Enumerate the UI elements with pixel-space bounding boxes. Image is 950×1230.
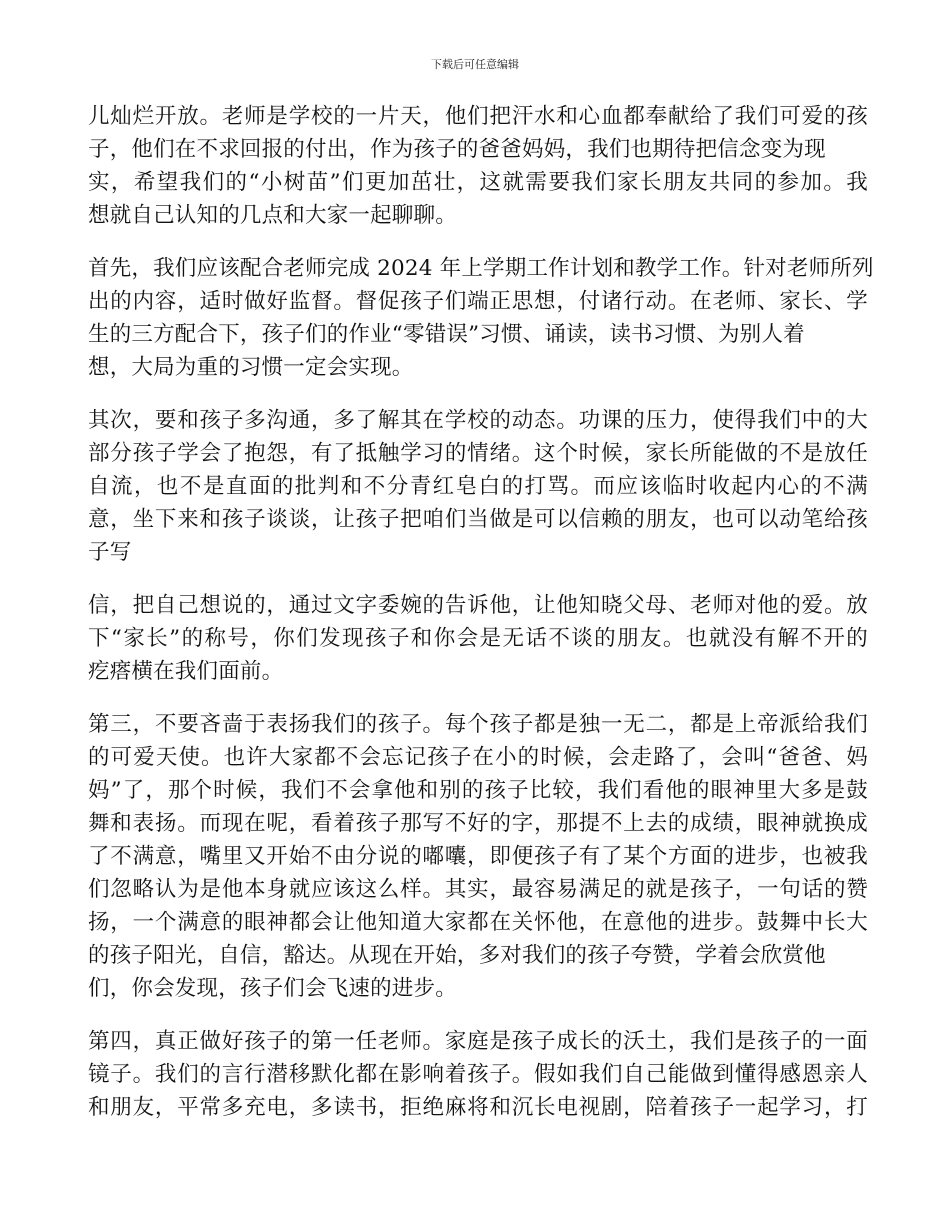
text-line: 们，你会发现，孩子们会飞速的进步。	[88, 976, 457, 1001]
page-header: 下载后可任意编辑	[431, 58, 519, 71]
text-line: 部分孩子学会了抱怨，有了抵触学习的情绪。这个时候，家长所能做的不是放任	[88, 441, 868, 466]
document-body	[88, 100, 874, 1144]
text-line: 子写	[88, 540, 132, 565]
text-line: 首先，我们应该配合老师完成 2024 年上学期工作计划和教学工作。针对老师所列	[88, 256, 874, 281]
text-line: 扬，一个满意的眼神都会让他知道大家都在关怀他，在意他的进步。鼓舞中长大	[88, 910, 868, 935]
text-line: 的可爱天使。也许大家都不会忘记孩子在小的时候，会走路了，会叫“爸爸、妈	[88, 745, 868, 770]
text-line: 镜子。我们的言行潜移默化都在影响着孩子。假如我们自己能做到懂得感恩亲人	[88, 1062, 868, 1087]
text-line: 子，他们在不求回报的付出，作为孩子的爸爸妈妈，我们也期待把信念变为现	[88, 137, 826, 162]
text-line: 妈”了，那个时候，我们不会拿他和别的孩子比较，我们看他的眼神里大多是鼓	[88, 778, 868, 803]
paragraph	[88, 1025, 868, 1124]
text-line: 儿灿烂开放。老师是学校的一片天，他们把汗水和心血都奉献给了我们可爱的孩	[88, 104, 868, 129]
text-line: 意，坐下来和孩子谈谈，让孩子把咱们当做是可以信赖的朋友，也可以动笔给孩	[88, 507, 868, 532]
text-line: 实，希望我们的“小树苗”们更加茁壮，这就需要我们家长朋友共同的参加。我	[88, 170, 868, 195]
text-line: 信，把自己想说的，通过文字委婉的告诉他，让他知晓父母、老师对他的爱。放	[88, 593, 868, 618]
text-line: 第三，不要吝啬于表扬我们的孩子。每个孩子都是独一无二，都是上帝派给我们	[88, 712, 868, 737]
text-line: 们忽略认为是他本身就应该这么样。其实，最容易满足的就是孩子，一句话的赞	[88, 877, 868, 902]
text-line: 下“家长”的称号，你们发现孩子和你会是无话不谈的朋友。也就没有解不开的	[88, 626, 868, 651]
text-line: 想，大局为重的习惯一定会实现。	[88, 355, 414, 380]
paragraph	[88, 708, 868, 1005]
text-line: 生的三方配合下，孩子们的作业“零错误”习惯、诵读，读书习惯、为别人着	[88, 322, 805, 347]
text-line: 第四，真正做好孩子的第一任老师。家庭是孩子成长的沃土，我们是孩子的一面	[88, 1029, 868, 1054]
paragraph	[88, 100, 868, 232]
paragraph	[88, 404, 868, 569]
text-line: 其次，要和孩子多沟通，多了解其在学校的动态。功课的压力，使得我们中的大	[88, 408, 868, 433]
text-line: 和朋友，平常多充电，多读书，拒绝麻将和沉长电视剧，陪着孩子一起学习，打	[88, 1095, 868, 1120]
text-line: 想就自己认知的几点和大家一起聊聊。	[88, 203, 457, 228]
text-line: 出的内容，适时做好监督。督促孩子们端正思想，付诸行动。在老师、家长、学	[88, 289, 868, 314]
text-line: 自流，也不是直面的批判和不分青红皂白的打骂。而应该临时收起内心的不满	[88, 474, 868, 499]
text-line: 舞和表扬。而现在呢，看着孩子那写不好的字，那提不上去的成绩，眼神就换成	[88, 811, 868, 836]
text-line: 的孩子阳光，自信，豁达。从现在开始，多对我们的孩子夸赞，学着会欣赏他	[88, 943, 826, 968]
paragraph	[88, 252, 874, 384]
paragraph	[88, 589, 868, 688]
text-line: 疙瘩横在我们面前。	[88, 659, 284, 684]
text-line: 了不满意，嘴里又开始不由分说的嘟囔，即便孩子有了某个方面的进步，也被我	[88, 844, 868, 869]
